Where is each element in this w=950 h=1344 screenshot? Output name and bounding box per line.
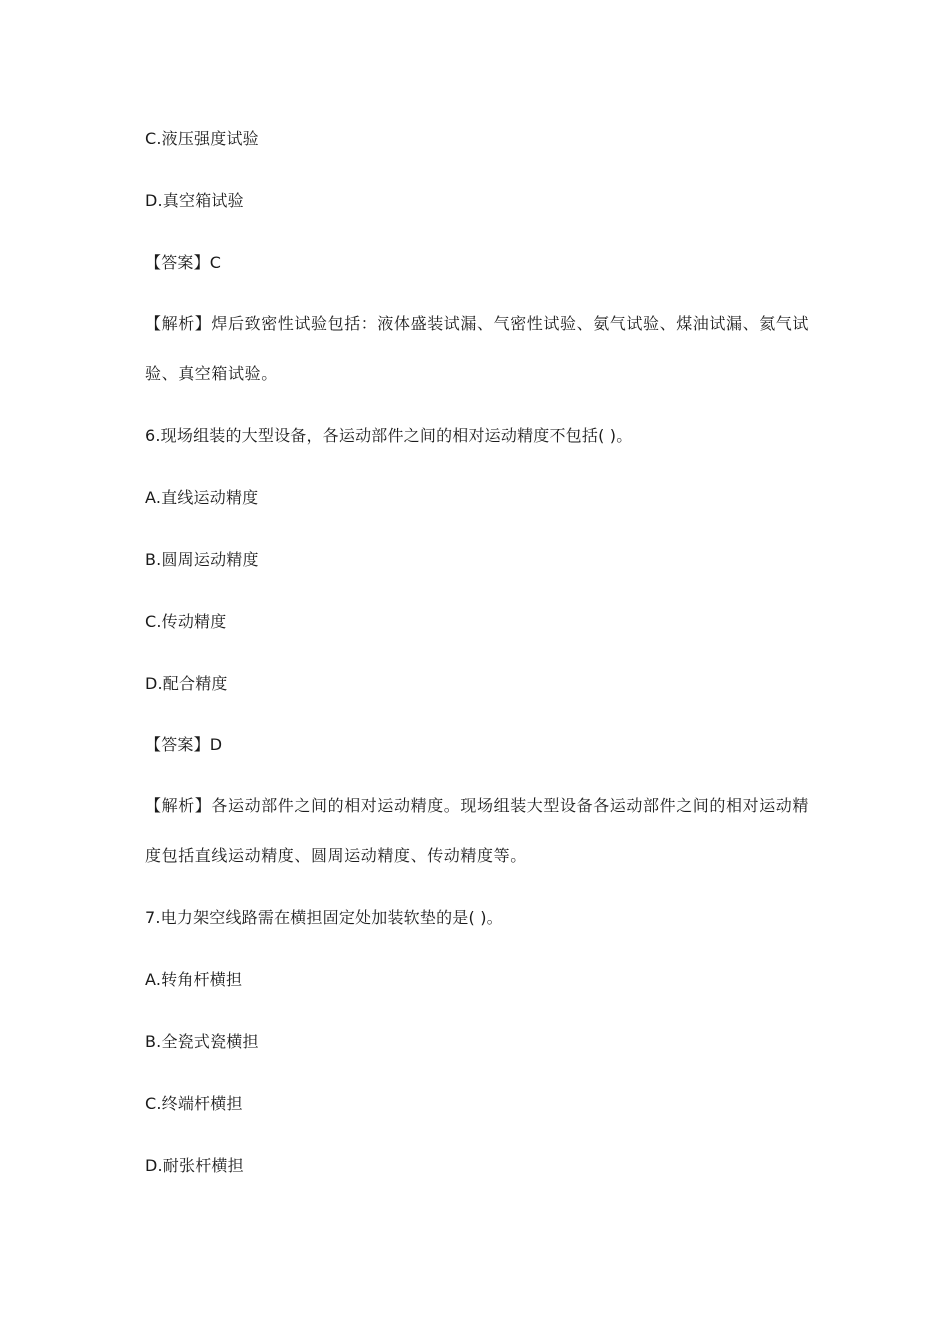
q6-option-d: D.配合精度 <box>145 674 228 693</box>
q6-option-c: C.传动精度 <box>145 612 227 631</box>
q7-option-b: B.全瓷式瓷横担 <box>145 1032 259 1051</box>
q6-option-a: A.直线运动精度 <box>145 488 259 507</box>
q5-option-c: C.液压强度试验 <box>145 129 259 148</box>
q6-answer: 【答案】D <box>145 735 223 754</box>
q7-option-c: C.终端杆横担 <box>145 1094 243 1113</box>
q6-analysis: 【解析】各运动部件之间的相对运动精度。现场组装大型设备各运动部件之间的相对运动精度包括直线运动精度、圆周运动精度、传动精度等。 <box>145 796 810 865</box>
q7-option-a: A.转角杆横担 <box>145 970 243 989</box>
q5-option-d: D.真空箱试验 <box>145 191 244 210</box>
q5-answer: 【答案】C <box>145 253 222 272</box>
q5-analysis: 【解析】焊后致密性试验包括：液体盛装试漏、气密性试验、氨气试验、煤油试漏、氦气试验、真空箱试验。 <box>145 314 810 383</box>
q6-option-b: B.圆周运动精度 <box>145 550 259 569</box>
q7-option-d: D.耐张杆横担 <box>145 1156 244 1175</box>
q7-question: 7.电力架空线路需在横担固定处加装软垫的是( )。 <box>145 908 503 927</box>
q6-question: 6.现场组装的大型设备，各运动部件之间的相对运动精度不包括( )。 <box>145 426 633 445</box>
